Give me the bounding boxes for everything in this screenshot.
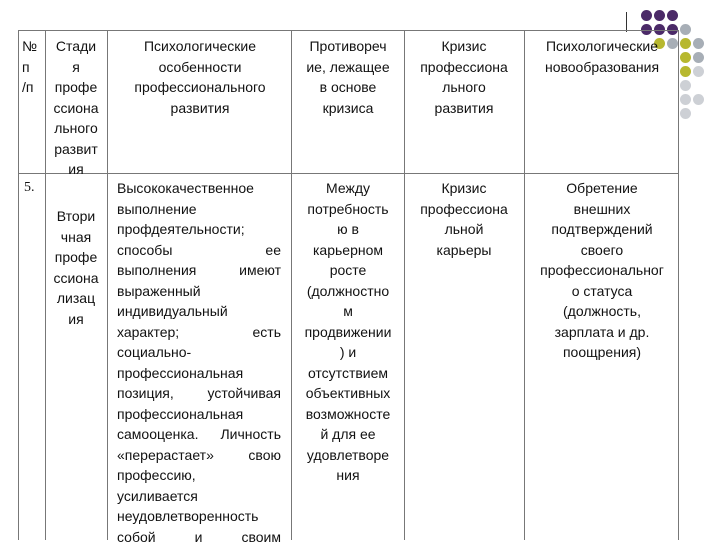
decorative-dot [693, 52, 704, 63]
column-divider [18, 30, 19, 540]
decorative-dot [680, 108, 691, 119]
row-crisis: Кризис профессиона льной карьеры [405, 178, 523, 260]
decorative-dot [680, 66, 691, 77]
decorative-dot [667, 10, 678, 21]
header-number: № п /п [22, 36, 50, 98]
decorative-dot [680, 38, 691, 49]
features-line: социально- [117, 342, 281, 363]
column-divider [524, 30, 525, 540]
features-line: профессиональная [117, 363, 281, 384]
features-line: выполнение [117, 199, 281, 220]
features-line: неудовлетворенность [117, 506, 281, 527]
decorative-dot [693, 94, 704, 105]
features-line: способы ее [117, 240, 281, 261]
features-line: усиливается [117, 486, 281, 507]
column-divider [107, 30, 108, 540]
row-number: 5. [24, 178, 44, 199]
row-neoformation: Обретение внешних подтверждений своего профессиональног о статуса (должность, зарплата и др. поощрения) [526, 178, 678, 363]
features-line: «перерастает» свою [117, 445, 281, 466]
features-line: позиция, устойчивая [117, 383, 281, 404]
decorative-dot [680, 80, 691, 91]
header-crisis: Кризис профессиона льного развития [405, 36, 523, 118]
table-header-separator [18, 173, 678, 174]
header-contradiction: Противореч ие, лежащее в основе кризиса [292, 36, 404, 118]
features-line: выраженный [117, 281, 281, 302]
decorative-dot [693, 38, 704, 49]
features-line: характер; есть [117, 322, 281, 343]
row-contradiction: Между потребность ю в карьерном росте (должностно м продвижении ) и отсутствием объективных возможносте й для ее удовлетворе ния [292, 178, 404, 486]
decorative-dot [654, 10, 665, 21]
header-features: Психологические особенности профессионального развития [110, 36, 290, 118]
features-line: профдеятельности; [117, 219, 281, 240]
decorative-bar [626, 12, 627, 32]
decorative-dot [680, 24, 691, 35]
features-line: индивидуальный [117, 301, 281, 322]
row-stage: Втори чная профе ссиона лизац ия [46, 206, 106, 329]
features-line: самооценка. Личность [117, 424, 281, 445]
table-top-border [18, 30, 678, 31]
column-divider [678, 30, 679, 540]
header-neoformation: Психологические новообразования [526, 36, 678, 77]
features-line: Высококачественное [117, 178, 281, 199]
header-stage: Стади я профе ссиона льного развит ия [46, 36, 106, 180]
features-line: профессию, [117, 465, 281, 486]
features-line: выполнения имеют [117, 260, 281, 281]
decorative-dot [641, 10, 652, 21]
features-line: профессиональная [117, 404, 281, 425]
row-features [117, 178, 281, 547]
features-line: собой и своим [117, 527, 281, 547]
decorative-dot [680, 52, 691, 63]
decorative-dot [680, 94, 691, 105]
decorative-dot [693, 66, 704, 77]
